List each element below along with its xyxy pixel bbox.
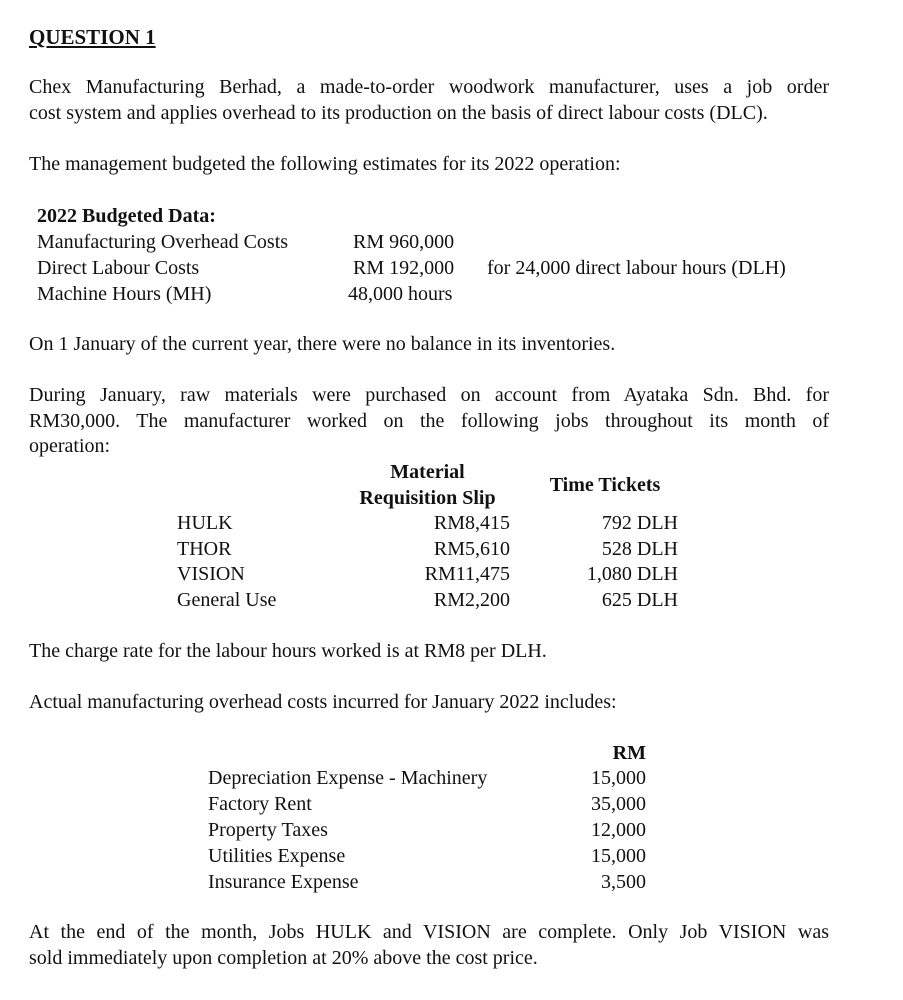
january-line-3: operation: bbox=[29, 435, 111, 457]
job-name-general: General Use bbox=[177, 589, 277, 611]
actual-overhead-text: Actual manufacturing overhead costs incurred for January 2022 includes: bbox=[29, 691, 617, 713]
job-time-hulk: 792 DLH bbox=[601, 512, 678, 534]
job-name-hulk: HULK bbox=[177, 512, 233, 534]
job-material-general: RM2,200 bbox=[433, 589, 510, 611]
job-name-vision: VISION bbox=[177, 563, 245, 585]
question-title: QUESTION 1 bbox=[29, 25, 156, 49]
overhead-label-taxes: Property Taxes bbox=[208, 819, 328, 841]
budget-note-labour: for 24,000 direct labour hours (DLH) bbox=[487, 257, 786, 279]
overhead-amount-rent: 35,000 bbox=[591, 793, 646, 815]
overhead-amount-utilities: 15,000 bbox=[591, 845, 646, 867]
overhead-label-rent: Factory Rent bbox=[208, 793, 312, 815]
january-line-2: RM30,000. The manufacturer worked on the following jobs throughout its month of bbox=[29, 409, 829, 432]
budget-value-labour: RM 192,000 bbox=[353, 257, 455, 279]
intro-line-1: Chex Manufacturing Berhad, a made-to-order woodwork manufacturer, uses a job order bbox=[29, 76, 829, 98]
overhead-label-depreciation: Depreciation Expense - Machinery bbox=[208, 767, 488, 789]
job-material-thor: RM5,610 bbox=[433, 538, 510, 560]
job-material-vision: RM11,475 bbox=[424, 563, 510, 585]
overhead-currency-header: RM bbox=[612, 742, 646, 764]
job-material-hulk: RM8,415 bbox=[433, 512, 510, 534]
closing-line-1: At the end of the month, Jobs HULK and VISION are complete. Only Job VISION was bbox=[29, 921, 829, 943]
budget-value-machine: 48,000 hours bbox=[348, 283, 453, 305]
budget-label-overhead: Manufacturing Overhead Costs bbox=[37, 231, 289, 253]
overhead-amount-taxes: 12,000 bbox=[591, 819, 646, 841]
budget-label-machine: Machine Hours (MH) bbox=[37, 283, 212, 305]
intro-paragraph bbox=[29, 75, 829, 126]
january-paragraph bbox=[29, 383, 829, 460]
job-name-thor: THOR bbox=[177, 538, 232, 560]
jobs-header-material-1: Material bbox=[390, 461, 465, 483]
overhead-amount-depreciation: 15,000 bbox=[591, 767, 646, 789]
budget-heading: 2022 Budgeted Data: bbox=[37, 205, 216, 227]
january-line-1: During January, raw materials were purchased on account from Ayataka Sdn. Bhd. for bbox=[29, 384, 829, 406]
jobs-header-time: Time Tickets bbox=[549, 474, 661, 496]
intro-line-2: cost system and applies overhead to its production on the basis of direct labour costs (DLC). bbox=[29, 101, 768, 124]
job-time-general: 625 DLH bbox=[601, 589, 678, 611]
job-time-thor: 528 DLH bbox=[601, 538, 678, 560]
budget-label-labour: Direct Labour Costs bbox=[37, 257, 200, 279]
job-time-vision: 1,080 DLH bbox=[586, 563, 678, 585]
charge-rate-text: The charge rate for the labour hours worked is at RM8 per DLH. bbox=[29, 640, 547, 662]
overhead-label-insurance: Insurance Expense bbox=[208, 871, 359, 893]
overhead-amount-insurance: 3,500 bbox=[601, 871, 646, 893]
jobs-header-material-2: Requisition Slip bbox=[359, 487, 496, 509]
inventory-text: On 1 January of the current year, there were no balance in its inventories. bbox=[29, 333, 616, 355]
management-text: The management budgeted the following estimates for its 2022 operation: bbox=[29, 153, 621, 175]
closing-line-2: sold immediately upon completion at 20% above the cost price. bbox=[29, 946, 538, 969]
closing-paragraph bbox=[29, 920, 829, 971]
budget-value-overhead: RM 960,000 bbox=[353, 231, 455, 253]
overhead-label-utilities: Utilities Expense bbox=[208, 845, 346, 867]
